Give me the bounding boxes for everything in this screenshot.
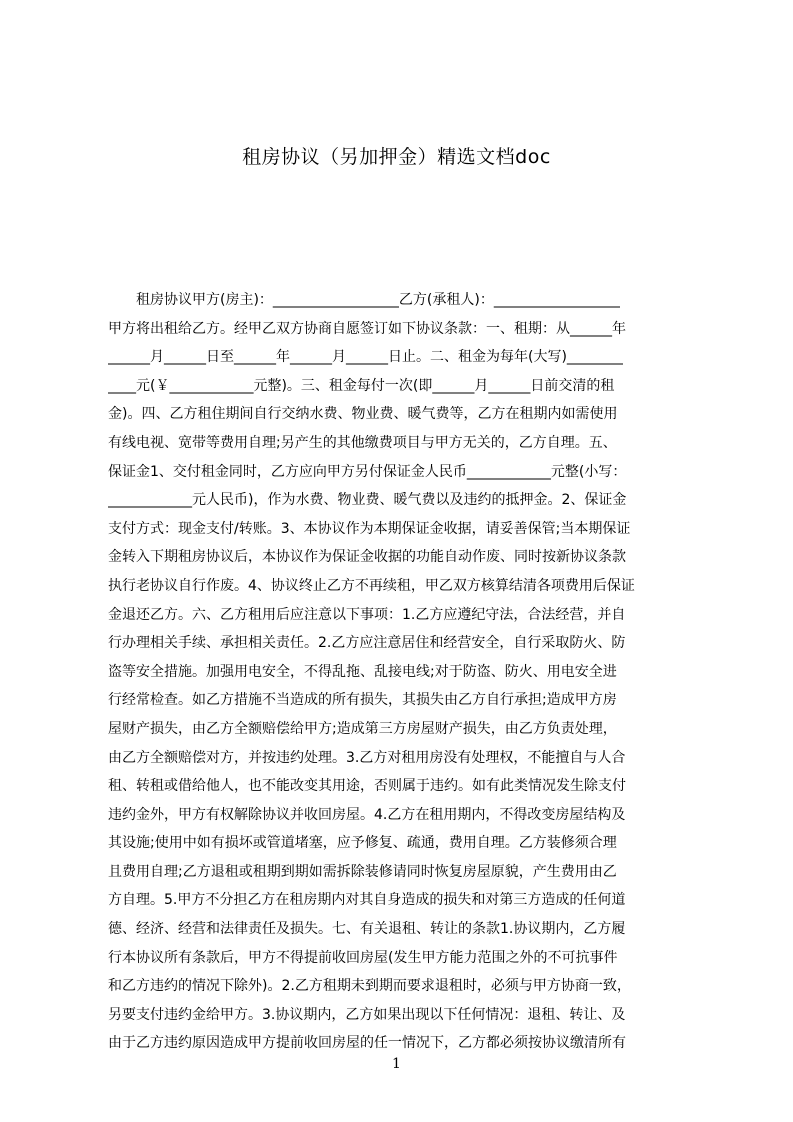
body-line: 租房协议甲方(房主)：__________________乙方(承租人)：__________________	[108, 292, 620, 308]
body-line: 其设施;使用中如有损坏或管道堵塞，应予修复、疏通，费用自理。乙方装修须合理	[108, 835, 617, 852]
body-line: 甲方将出租给乙方。经甲乙双方协商自愿签订如下协议条款：一、租期：从______年	[108, 320, 626, 337]
body-line: ____元(￥____________元整)。三、租金每付一次(即______月______日前交清的租	[108, 377, 615, 394]
page-title: 租房协议（另加押金）精选文档doc	[242, 146, 551, 168]
body-line: 盗等安全措施。加强用电安全，不得乱拖、乱接电线;对于防盗、防火、用电安全进	[108, 663, 617, 680]
body-line: 方自理。5.甲方不分担乙方在租房期内对其自身造成的损失和对第三方造成的任何道	[108, 892, 626, 909]
body-line: 金转入下期租房协议后，本协议作为保证金收据的功能自动作废、同时按新协议条款	[108, 549, 626, 566]
body-line: 租、转租或借给他人，也不能改变其用途，否则属于违约。如有此类情况发生除支付	[108, 778, 626, 795]
body-line: 和乙方违约的情况下除外)。2.乙方租期未到期而要求退租时，必须与甲方协商一致，	[108, 978, 631, 995]
body-line: 有线电视、宽带等费用自理;另产生的其他缴费项目与甲方无关的，乙方自理。五、	[108, 434, 617, 451]
body-line: ______月______日至______年______月______日止。二、租金为每年(大写)________	[108, 349, 623, 366]
body-line: 金)。四、乙方租住期间自行交纳水费、物业费、暖气费等，乙方在租期内如需使用	[108, 406, 618, 423]
body-line: 执行老协议自行作废。4、协议终止乙方不再续租，甲乙双方核算结清各项费用后保证	[108, 577, 635, 594]
body-line: 保证金1、交付租金同时，乙方应向甲方另付保证金人民币____________元整(小写：	[108, 463, 627, 480]
body-line: 违约金外，甲方有权解除协议并收回房屋。4.乙方在租用期内，不得改变房屋结构及	[108, 806, 626, 823]
body-line: 行办理相关手续、承担相关责任。2.乙方应注意居住和经营安全，自行采取防火、防	[108, 635, 626, 652]
body-line: 行经常检查。如乙方措施不当造成的所有损失，其损失由乙方自行承担;造成甲方房	[108, 692, 617, 709]
page-number: 1	[392, 1056, 401, 1072]
body-line: ____________元人民币)，作为水费、物业费、暖气费以及违约的抵押金。2、保证金	[108, 492, 627, 509]
body-line: 另要支付违约金给甲方。3.协议期内，乙方如果出现以下任何情况：退租、转让、及	[108, 1006, 626, 1023]
body-line: 屋财产损失，由乙方全额赔偿给甲方;造成第三方房屋财产损失，由乙方负责处理，	[108, 720, 617, 737]
body-line: 由于乙方违约原因造成甲方提前收回房屋的任一情况下，乙方都必须按协议缴清所有	[108, 1035, 626, 1052]
body-line: 金退还乙方。六、乙方租用后应注意以下事项：1.乙方应遵纪守法，合法经营，并自	[108, 606, 626, 623]
body-line: 支付方式：现金支付/转账。3、本协议作为本期保证金收据，请妥善保管;当本期保证	[108, 520, 631, 537]
body-line: 且费用自理;乙方退租或租期到期如需拆除装修请同时恢复房屋原貌，产生费用由乙	[108, 863, 617, 880]
body-line: 行本协议所有条款后，甲方不得提前收回房屋(发生甲方能力范围之外的不可抗事件	[108, 949, 618, 966]
body-line: 由乙方全额赔偿对方，并按违约处理。3.乙方对租用房没有处理权，不能擅自与人合	[108, 749, 626, 766]
body-line: 德、经济、经营和法律责任及损失。七、有关退租、转让的条款1.协议期内，乙方履	[108, 921, 626, 938]
agreement-body	[108, 286, 698, 1058]
